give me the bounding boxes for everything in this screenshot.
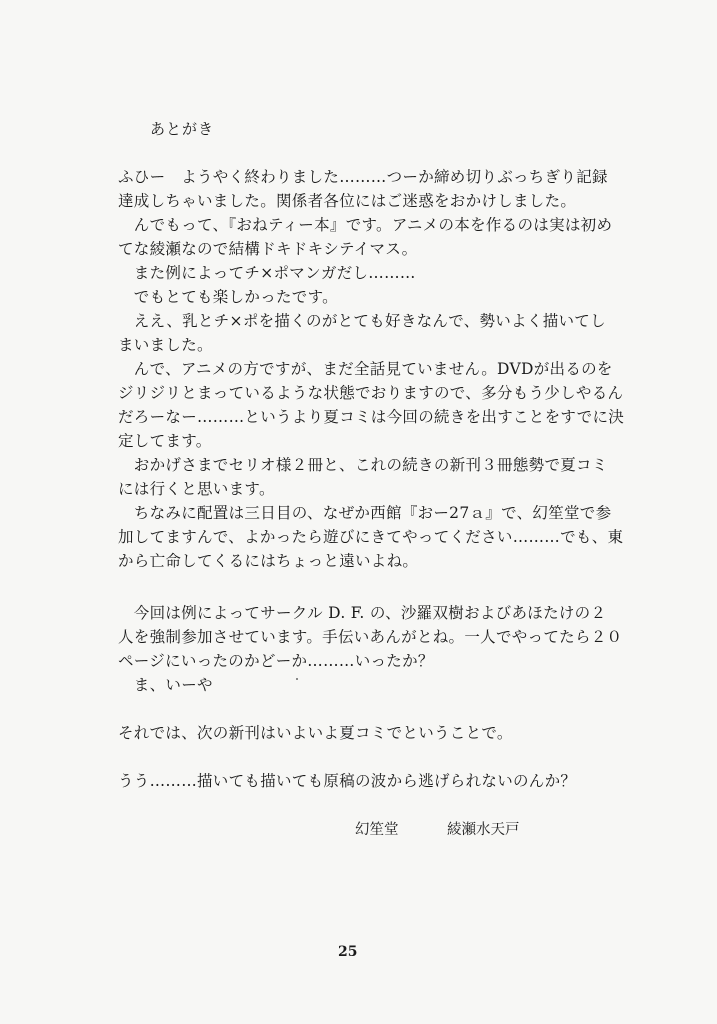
body-line-3: んでもって、『おねティー本』です。アニメの本を作るのは実は初め [118,216,613,234]
body-line-9: んで、アニメの方ですが、まだ全話見ていません。DVDが出るのを [118,360,613,378]
body-line-18: 今回は例によってサークル D. F. の、沙羅双樹およびあほたけの２ [118,604,607,622]
page-number: 25 [338,944,358,960]
body-line-17: から亡命してくるにはちょっと遠いよね。 [118,552,419,570]
body-line-15: ちなみに配置は三日目の、なぜか西館『おー27ａ』で、幻笙堂で参 [118,504,612,522]
signature-circle-name: 幻笙堂 [355,822,399,838]
body-line-21: ま、いーや [118,676,213,694]
body-line-22: それでは、次の新刊はいよいよ夏コミでということで。 [118,724,513,742]
body-line-1: ふひー ようやく終わりました………つーか締め切りぶっちぎり記録 [118,168,608,186]
body-line-14: には行くと思います。 [118,480,275,498]
body-line-20: ページにいったのかどーか………いったか？ [118,652,434,670]
body-line-23: うう………描いても描いても原稿の波から逃げられないのんか？ [118,772,577,790]
body-line-19: 人を強制参加させています。手伝いあんがとね。一人でやってたら２０ [118,628,623,646]
afterword-heading: あとがき [150,120,215,138]
scan-speck [296,678,298,680]
signature-author-name: 綾瀬水天戸 [447,822,520,838]
body-line-4: てな綾瀬なので結構ドキドキシテイマス。 [118,240,418,258]
body-line-8: まいました。 [118,336,213,354]
body-line-13: おかげさまでセリオ様２冊と、これの続きの新刊３冊態勢で夏コミ [118,456,608,474]
body-line-12: 定してます。 [118,432,212,450]
body-line-16: 加してますんで、よかったら遊びにきてやってください………でも、東 [118,528,624,546]
body-line-5: また例によってチ×ポマンガだし……… [118,264,416,282]
body-line-11: だろーなー………というより夏コミは今回の続きを出すことをすでに決 [118,408,625,426]
body-line-10: ジリジリとまっているような状態でおりますので、多分もう少しやるん [118,384,624,402]
body-line-6: でもとても楽しかったです。 [118,288,338,306]
body-line-2: 達成しちゃいました。関係者各位にはご迷惑をおかけしました。 [118,192,577,210]
body-line-7: ええ、乳とチ×ポを描くのがとても好きなんで、勢いよく描いてし [118,312,606,330]
